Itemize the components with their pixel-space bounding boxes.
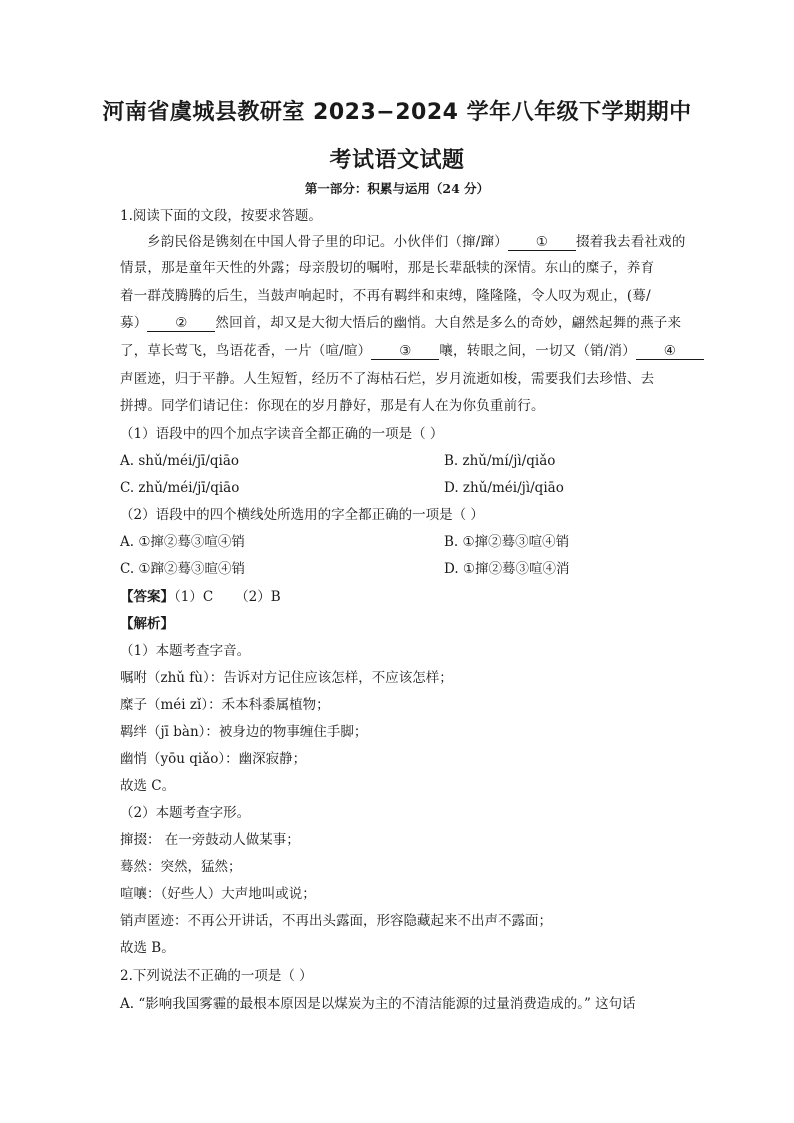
passage-line-1	[147, 232, 686, 252]
analysis-line-2: 嘱咐（zhǔ fù）：告诉对方记住应该怎样，不应该怎样；	[120, 670, 453, 686]
answer-1: （1）C	[174, 589, 214, 605]
section-heading: 第一部分：积累与运用（24 分）	[304, 181, 490, 196]
analysis-line-8: 撺掇： 在一旁鼓动人做某事；	[120, 832, 300, 848]
answer-label: 【答案】	[120, 589, 174, 605]
analysis-line-11: 销声匿迹：不再公开讲话，不再出头露面，形容隐藏起来不出声不露面；	[120, 913, 552, 929]
analysis-line-10: 喧嚷：（好些人）大声地叫或说；	[120, 886, 316, 902]
analysis-line-7: （2）本题考查字形。	[120, 805, 251, 821]
sub1-option-a: A. shǔ/méi/jī/qiāo	[120, 453, 240, 469]
passage-line-7: 拼搏。同学们请记住：你现在的岁月静好，那是有人在为你负重前行。	[120, 398, 545, 414]
passage-text: 嚷，转眼之间，一切又（销/消）	[439, 343, 636, 359]
passage-text: 募）	[120, 315, 148, 331]
sub1-option-d: D. zhǔ/méi/jì/qiāo	[444, 480, 564, 496]
sub2-option-b: B. ①撺②蓦③喧④销	[444, 534, 570, 550]
blank-2: ②	[147, 315, 215, 332]
passage-line-2: 情景，那是童年天性的外露；母亲殷切的嘱咐，那是长辈舐犊的深情。东山的糜子，养育	[120, 260, 655, 276]
answer-line	[120, 587, 281, 607]
passage-text: 然回首，却又是大彻大悟后的幽悄。大自然是多么的奇妙，翩然起舞的燕子来	[215, 315, 682, 331]
passage-line-3: 着一群茂腾腾的后生，当鼓声响起时，不再有羁绊和束缚，隆隆隆，令人叹为观止，(蓦/	[120, 288, 651, 304]
analysis-line-4: 羁绊（jī bàn）：被身边的物事缠住手脚；	[120, 724, 368, 740]
passage-line-4	[120, 313, 681, 333]
blank-3: ③	[371, 343, 439, 360]
question-2-prompt: 2.下列说法不正确的一项是（ ）	[120, 968, 313, 984]
passage-text: 乡韵民俗是镌刻在中国人骨子里的印记。小伙伴们（撺/蹿）	[147, 234, 508, 250]
answer-2: （2）B	[235, 589, 281, 605]
question-2-option-a: A. “影响我国雾霾的最根本原因是以煤炭为主的不清洁能源的过量消费造成的。” 这句话	[120, 996, 636, 1012]
sub1-option-c: C. zhǔ/méi/jī/qiāo	[120, 480, 240, 496]
sub2-option-c: C. ①蹿②蓦③暄④销	[120, 561, 246, 577]
passage-line-6: 声匿迹，归于平静。人生短暂，经历不了海枯石烂，岁月流逝如梭，需要我们去珍惜、去	[120, 371, 655, 387]
sub2-option-d: D. ①撺②蓦③喧④消	[444, 561, 570, 577]
blank-4: ④	[636, 343, 704, 360]
sub-question-2-prompt: （2）语段中的四个横线处所选用的字全都正确的一项是（ ）	[120, 507, 484, 523]
analysis-line-3: 糜子（méi zǐ）：禾本科黍属植物；	[120, 697, 330, 713]
passage-text: 掇着我去看社戏的	[575, 234, 686, 250]
analysis-line-12: 故选 B。	[120, 940, 175, 956]
analysis-line-5: 幽悄（yōu qiǎo）：幽深寂静；	[120, 751, 307, 767]
blank-1: ①	[508, 234, 576, 251]
sub1-option-b: B. zhǔ/mí/jì/qiǎo	[444, 453, 556, 469]
passage-text: 了，草长莺飞，鸟语花香，一片（喧/暄）	[120, 343, 372, 359]
analysis-label: 【解析】	[120, 616, 174, 632]
sub2-option-a: A. ①撺②蓦③喧④销	[120, 534, 245, 550]
passage-line-5	[120, 341, 704, 361]
document-title-line-1: 河南省虞城县教研室 2023−2024 学年八年级下学期期中	[102, 100, 692, 125]
analysis-line-6: 故选 C。	[120, 778, 176, 794]
document-title-line-2: 考试语文试题	[329, 148, 465, 173]
analysis-line-1: （1）本题考查字音。	[120, 643, 251, 659]
analysis-line-9: 蓦然：突然，猛然；	[120, 859, 242, 875]
question-1-prompt: 1.阅读下面的文段，按要求答题。	[120, 208, 322, 224]
sub-question-1-prompt: （1）语段中的四个加点字读音全都正确的一项是（ ）	[120, 426, 444, 442]
